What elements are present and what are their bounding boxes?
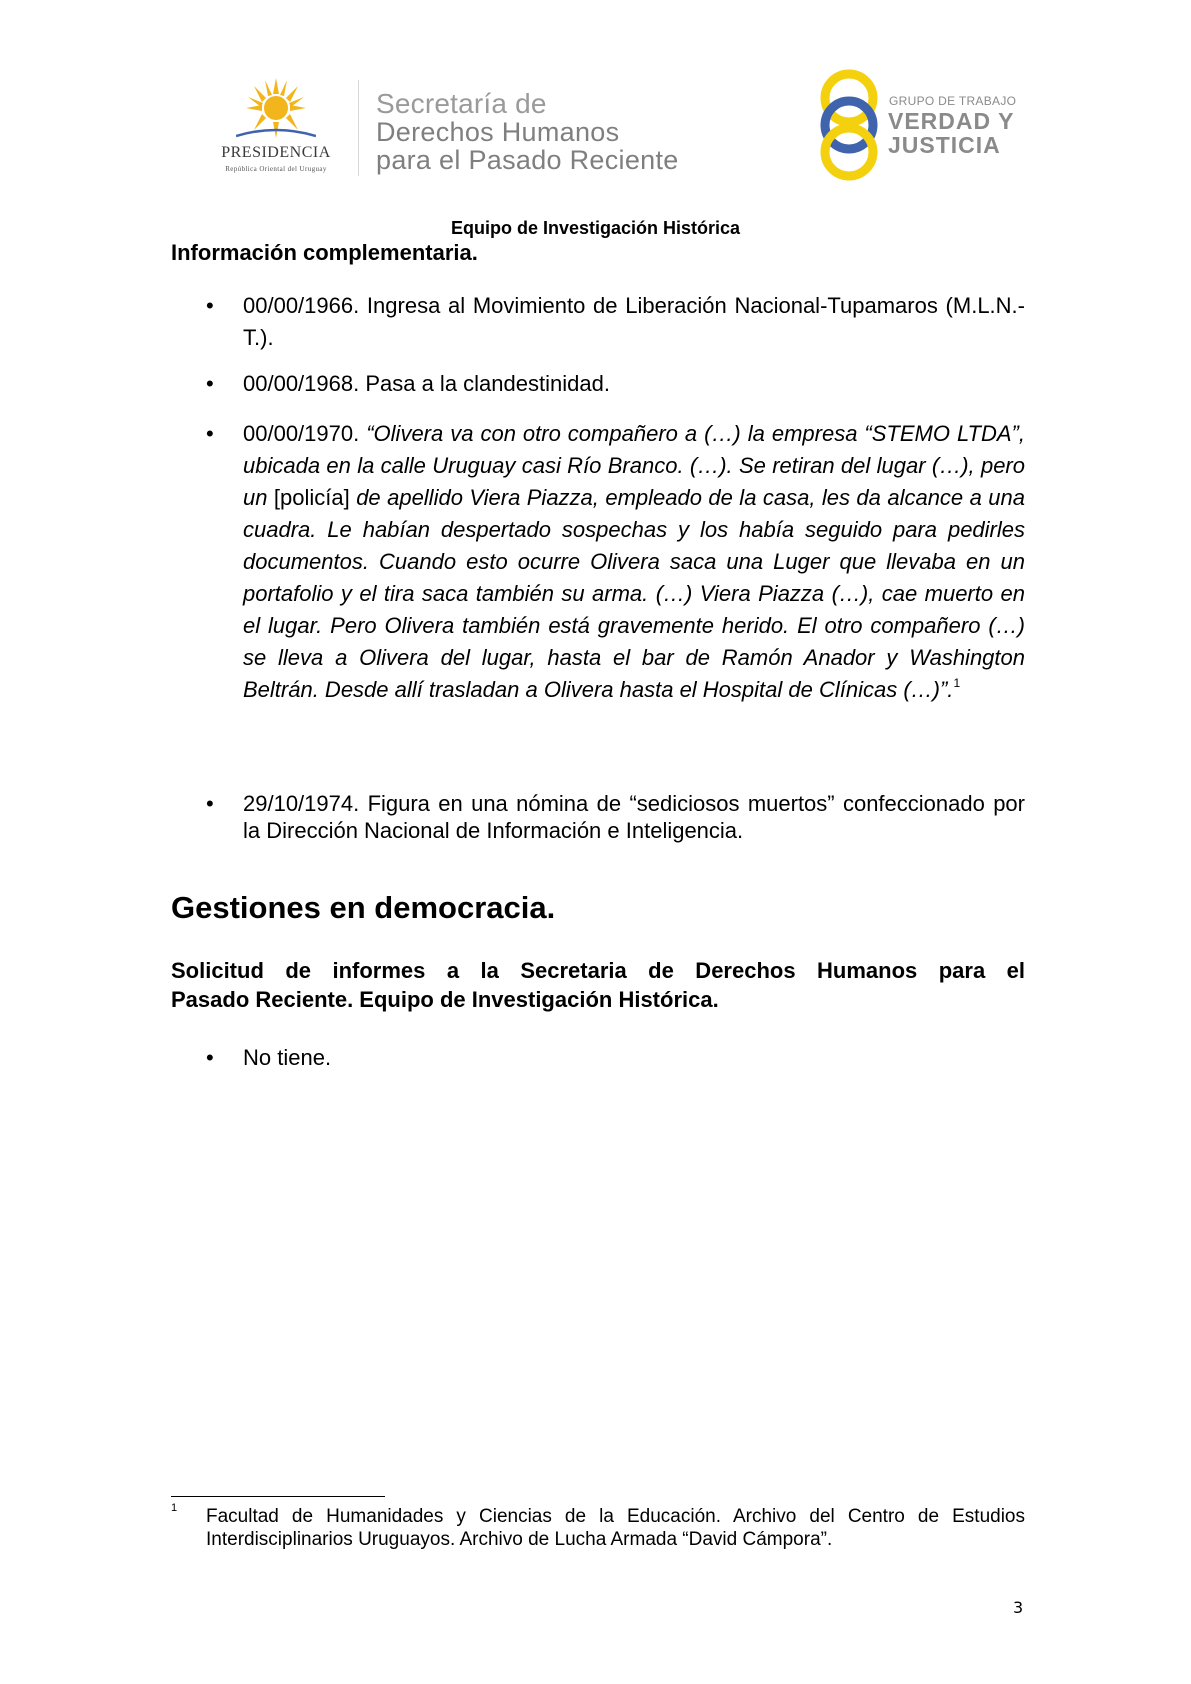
list-item [171, 290, 1025, 354]
secretaria-line: para el Pasado Reciente [376, 145, 679, 175]
secretaria-logo-text [376, 90, 679, 174]
item-date: 00/00/1970. [243, 421, 360, 446]
section-heading-info: Información complementaria. [171, 240, 478, 265]
bullet-icon: • [206, 293, 214, 318]
list-item [171, 1042, 1025, 1074]
grupo-trabajo-logo [814, 64, 1024, 186]
list-item-text: 00/00/1966. Ingresa al Movimiento de Liberación Nacional-Tupamaros (M.L.N.-T.). [243, 293, 1025, 350]
list-item-text: 00/00/1968. Pasa a la clandestinidad. [243, 371, 610, 396]
grupo-title-line2: JUSTICIA [888, 132, 1001, 158]
sun-emblem-icon [236, 78, 316, 142]
list-item-text: 29/10/1974. Figura en una nómina de “sediciosos muertos” confeccionado por la Dirección Nacional de Información e Inteligencia. [243, 791, 1025, 843]
quote-text: de apellido Viera Piazza, empleado de la casa, les da alcance a una cuadra. Le habían despertado sospechas y los había seguido para pedirles documentos. Cuando esto ocurre Olivera saca una Luger que llevaba en un portafolio y el tira saca también su arma. (…) Viera Piazza (…), cae muerto en el lugar. Pero Olivera también está gravemente herido. El otro compañero (…) se lleva a Olivera del lugar, hasta el bar de Ramón Anador y Washington Beltrán. Desde allí trasladan a Olivera hasta el Hospital de Clínicas (…)”. [243, 485, 1025, 702]
team-title: Equipo de Investigación Histórica [450, 218, 741, 238]
presidencia-logo [196, 78, 356, 178]
presidencia-subtitle: República Oriental del Uruguay [225, 165, 327, 173]
subsection-heading [171, 956, 1025, 1014]
footnote-text: Facultad de Humanidades y Ciencias de la Educación. Archivo del Centro de Estudios Interdisciplinarios Uruguayos. Archivo de Lucha Armada “David Cámpora”. [206, 1506, 1025, 1550]
bullet-icon: • [206, 791, 214, 816]
section-heading-gestiones: Gestiones en democracia. [171, 890, 556, 925]
list-item [171, 418, 1025, 706]
subsection-heading-line: Pasado Reciente. Equipo de Investigación Histórica. [171, 987, 719, 1012]
header-divider [358, 80, 359, 176]
list-item [171, 790, 1025, 844]
list-item-text: No tiene. [243, 1045, 332, 1070]
subsection-heading-line: Solicitud de informes a la Secretaria de Derechos Humanos para el [171, 958, 1025, 983]
grupo-small-label: GRUPO DE TRABAJO [889, 94, 1017, 108]
list-item [171, 368, 1025, 400]
bullet-icon: • [206, 421, 214, 446]
footnote-separator [171, 1496, 385, 1497]
bullet-icon: • [206, 371, 214, 396]
footnote-reference[interactable]: 1 [953, 676, 961, 690]
secretaria-line: Secretaría de [376, 88, 547, 119]
grupo-title-line1: VERDAD Y [888, 108, 1015, 134]
secretaria-line: Derechos Humanos [376, 117, 620, 147]
linked-rings-icon [814, 64, 884, 186]
page-number: 3 [1013, 1598, 1024, 1617]
list-item-text [243, 418, 1025, 706]
footnote-number: 1 [171, 1502, 178, 1514]
editorial-bracket: [policía] [273, 485, 350, 510]
presidencia-name: PRESIDENCIA [221, 144, 331, 161]
quote-text: “Olivera va con otro compañero a (…) la empresa “STEMO LTDA”, ubicada en la calle Uruguay casi Río Branco. (…). Se retiran del lugar (…), pero un [243, 421, 1025, 510]
bullet-icon: • [206, 1045, 214, 1070]
